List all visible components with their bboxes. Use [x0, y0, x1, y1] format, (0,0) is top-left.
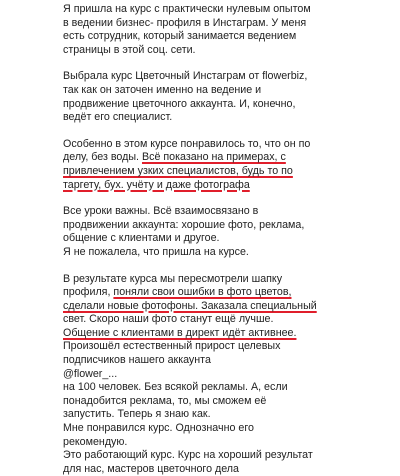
plain-text: В результате курса мы пересмотрели шапку: [63, 272, 283, 285]
text-line: в ведении бизнес- профиля в Инстаграм. У меня: [63, 16, 307, 29]
text-line: Я не пожалела, что пришла на курсе.: [63, 245, 249, 258]
text-line: Это работающий курс. Курс на хороший результат: [63, 449, 313, 462]
plain-text: делу, без воды.: [63, 151, 142, 164]
highlighted-text: сделали новые фотофоны. Заказала специальный: [63, 299, 317, 312]
text-line: Выбрала курс Цветочный Инстаграм от flowerbiz,: [63, 70, 308, 83]
highlighted-text: таргету, бух. учёту и даже фотографа: [63, 178, 250, 191]
plain-text: Особенно в этом курсе понравилось то, что он по: [63, 137, 311, 150]
highlighted-text: привлечением узких специалистов, будь то по: [63, 164, 293, 177]
plain-text: профиля,: [63, 286, 114, 299]
choice-paragraph: [63, 70, 360, 124]
highlighted-text: Всё показано на примерах, с: [141, 151, 286, 164]
highlighted-text: поняли свои ошибки в фото цветов,: [113, 286, 292, 299]
text-line: Мне понравился курс. Однозначно его: [63, 422, 254, 435]
text-line: [63, 273, 360, 287]
text-line: [63, 165, 360, 179]
text-line: [63, 300, 360, 314]
text-line: ведёт его специалист.: [63, 111, 173, 124]
text-line: Я пришла на курс с практически нулевым опытом: [63, 3, 311, 15]
text-line: Все уроки важны. Всё взаимосвязано в: [63, 205, 259, 218]
text-line: общение с клиентами и другое.: [63, 232, 220, 245]
text-line: есть сотрудник, который занимается ведением: [63, 30, 297, 43]
plain-text: свет. Скоро наши фото станут ещё лучше.: [63, 313, 274, 326]
result-paragraph: [63, 273, 360, 341]
text-line: [63, 313, 360, 327]
text-line: на 100 человек. Без всякой рекламы. А, если: [63, 381, 288, 394]
text-line: для нас, мастеров цветочного дела: [63, 462, 239, 475]
text-line: [63, 138, 360, 152]
liked-paragraph: [63, 138, 360, 192]
text-line: [63, 151, 360, 165]
text-line: [63, 327, 360, 341]
text-line: подписчиков нашего аккаунта: [63, 354, 211, 367]
text-line: понадобится реклама, то, мы сможем её: [63, 394, 267, 407]
text-line: Произошёл естественный прирост целевых: [63, 340, 281, 353]
growth-paragraph: [63, 340, 360, 476]
intro-paragraph: [63, 3, 360, 57]
text-line: рекомендую.: [63, 435, 128, 448]
highlighted-text: Общение с клиентами в директ идёт активнее.: [63, 326, 297, 339]
text-line: [63, 179, 360, 193]
text-line: продвижении аккаунта: хорошие фото, реклама,: [63, 218, 305, 231]
text-line: запустить. Теперь я знаю как.: [63, 408, 211, 421]
text-line: продвижение цветочного аккаунта. И, конечно,: [63, 97, 296, 110]
text-line: [63, 286, 360, 300]
lessons-paragraph: [63, 205, 360, 259]
text-line: страницы в этой соц. сети.: [63, 43, 196, 56]
text-line: так как он заточен именно на ведение и: [63, 83, 262, 96]
account-handle: @flower_...: [63, 367, 118, 380]
